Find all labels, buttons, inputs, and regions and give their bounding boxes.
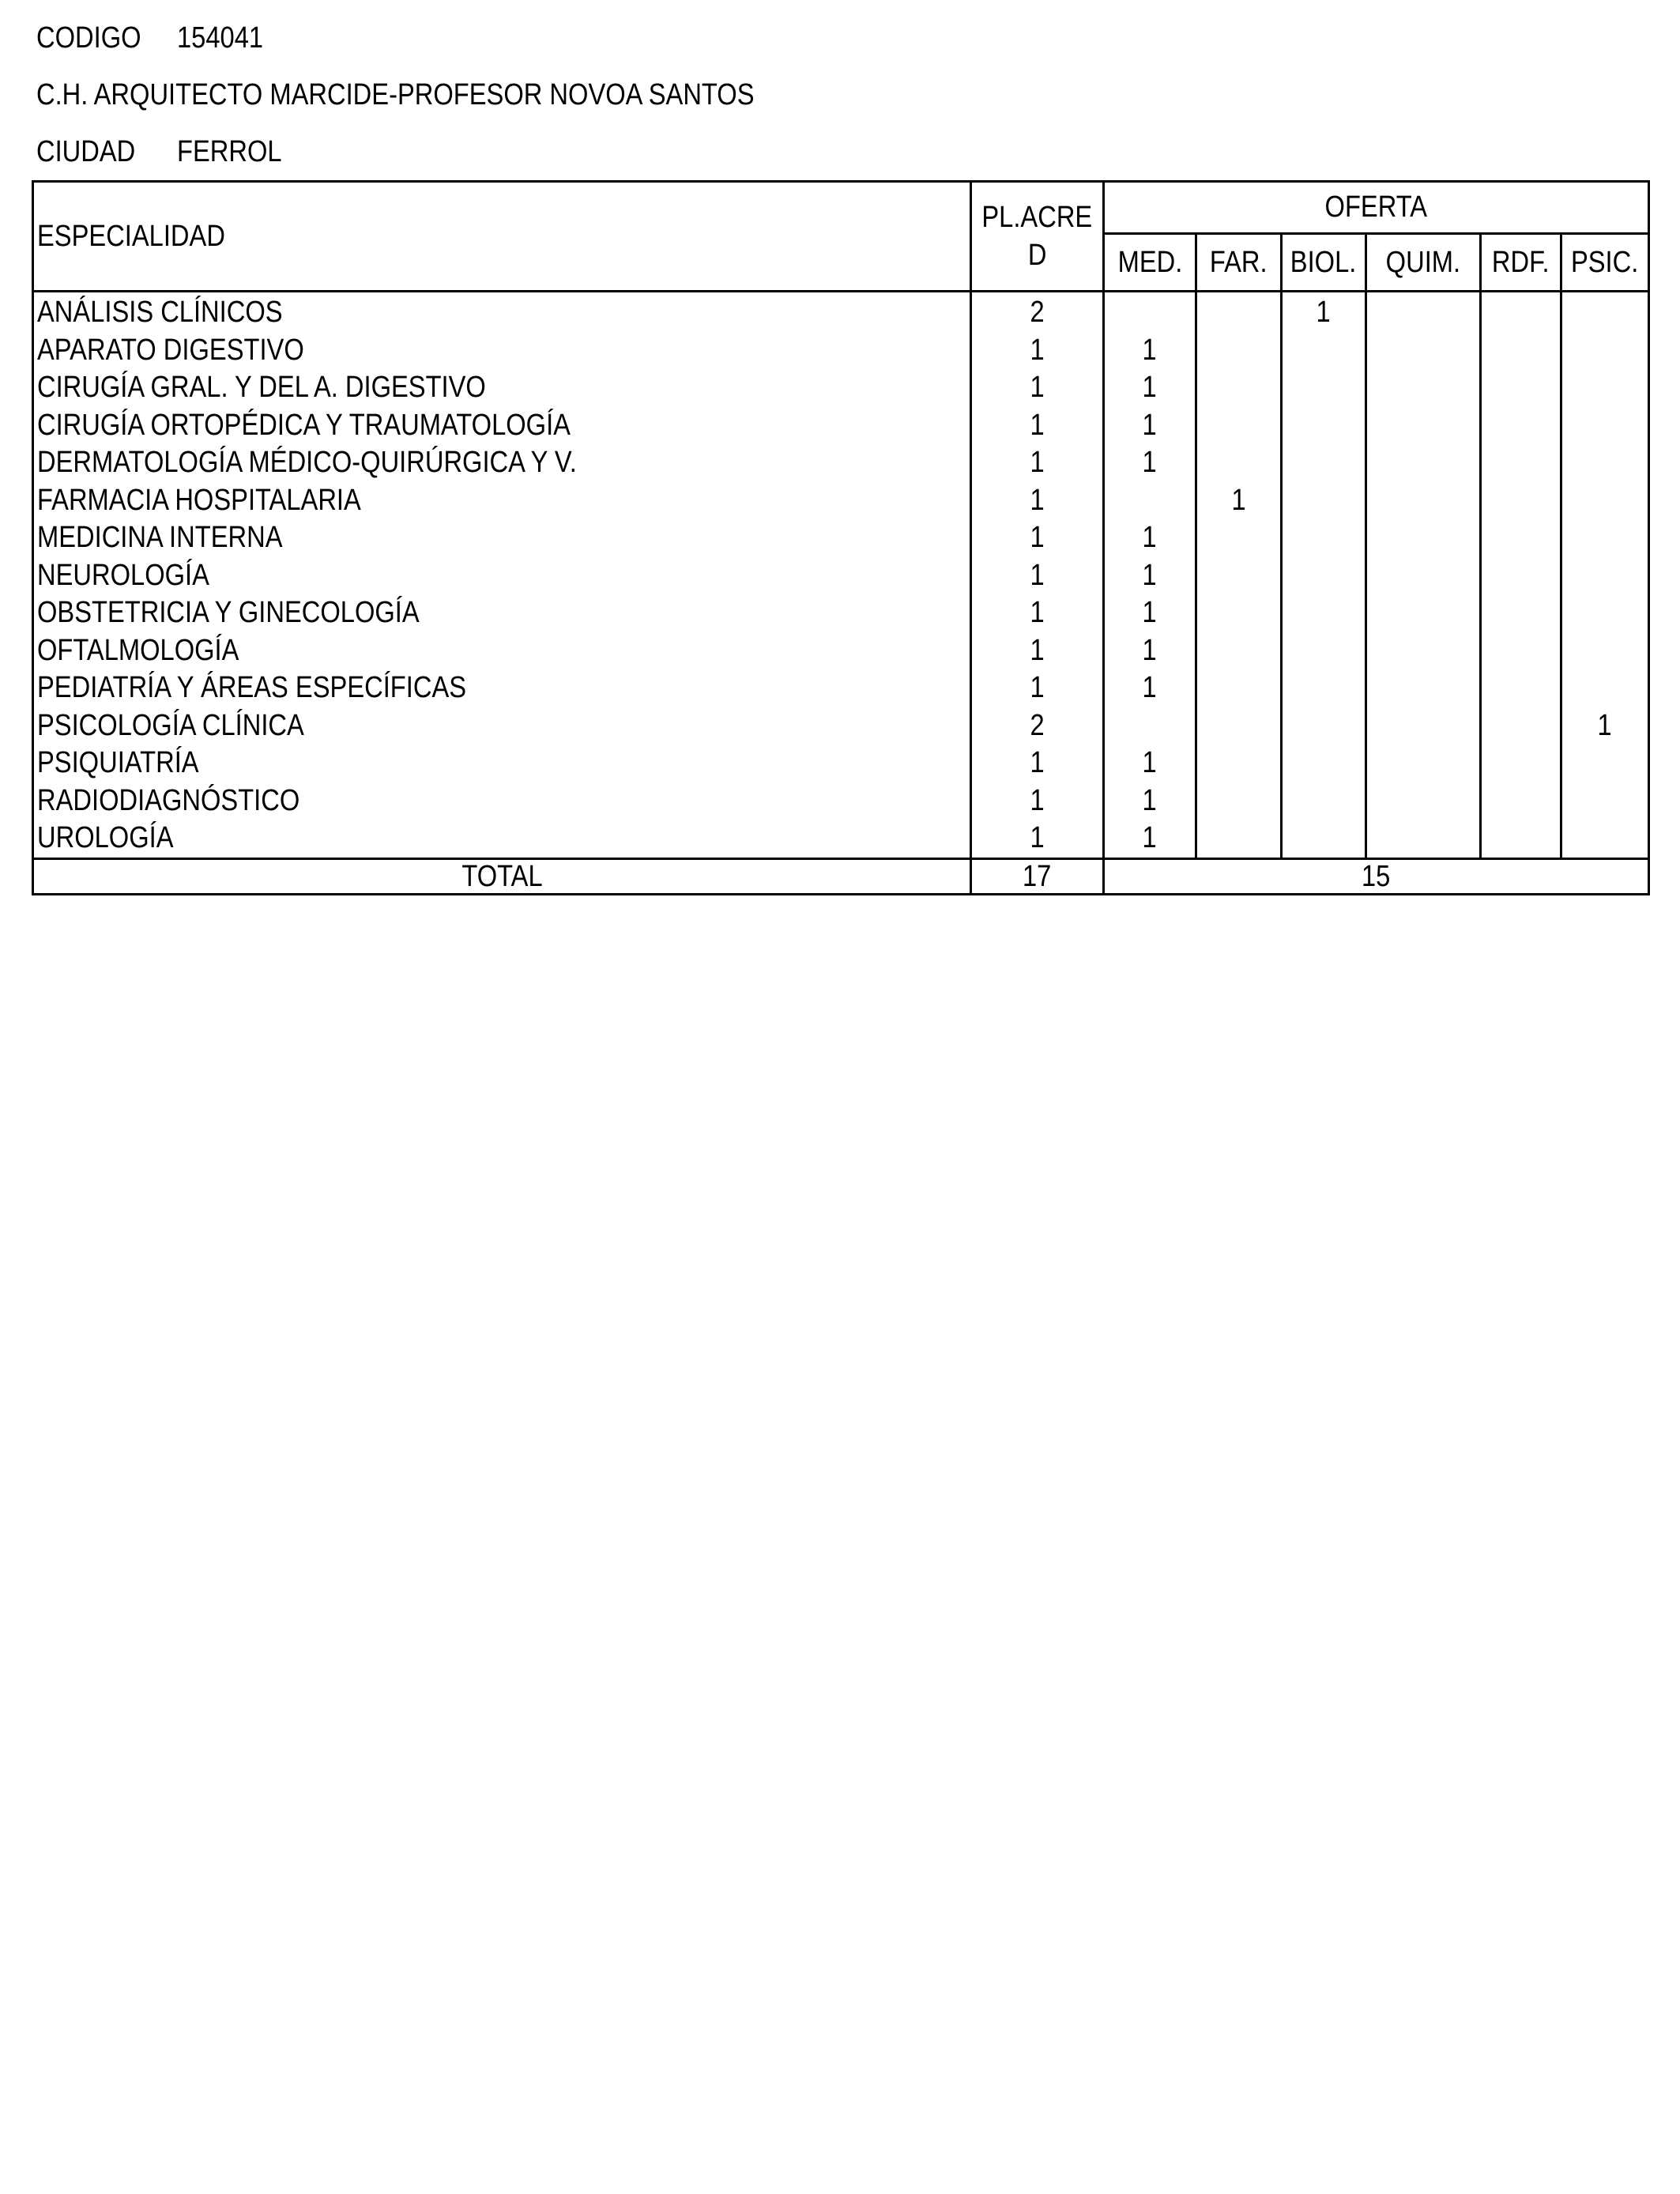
- cell-placred: 2: [971, 292, 1104, 332]
- cell-far: [1196, 519, 1282, 557]
- total-row: [33, 858, 1649, 894]
- table-row: [33, 332, 1649, 370]
- cell-placred: 1: [971, 332, 1104, 370]
- cell-rdf: [1481, 594, 1561, 632]
- cell-med: 1: [1104, 782, 1196, 820]
- cell-biol: [1282, 482, 1366, 520]
- cell-med: [1104, 292, 1196, 332]
- cell-far: [1196, 332, 1282, 370]
- col-header-rdf: RDF.: [1481, 234, 1561, 292]
- table-row: [33, 782, 1649, 820]
- table-row: [33, 594, 1649, 632]
- cell-med: 1: [1104, 557, 1196, 595]
- cell-rdf: [1481, 820, 1561, 858]
- cell-psic: [1561, 782, 1649, 820]
- cell-psic: [1561, 444, 1649, 482]
- cell-rdf: [1481, 407, 1561, 445]
- cell-psic: [1561, 407, 1649, 445]
- cell-biol: [1282, 407, 1366, 445]
- total-placred: 17: [971, 858, 1104, 894]
- cell-far: [1196, 820, 1282, 858]
- ciudad-value-wrap: [177, 134, 299, 169]
- centro-name: C.H. ARQUITECTO MARCIDE-PROFESOR NOVOA SANTOS: [36, 78, 755, 111]
- cell-biol: [1282, 332, 1366, 370]
- cell-rdf: [1481, 444, 1561, 482]
- cell-biol: [1282, 820, 1366, 858]
- cell-especialidad: PSIQUIATRÍA: [33, 745, 971, 782]
- cell-psic: [1561, 632, 1649, 670]
- cell-placred: 2: [971, 707, 1104, 745]
- cell-med: 1: [1104, 444, 1196, 482]
- cell-quim: [1366, 745, 1481, 782]
- cell-far: [1196, 407, 1282, 445]
- table-row: [33, 820, 1649, 858]
- cell-far: [1196, 707, 1282, 745]
- cell-especialidad: UROLOGÍA: [33, 820, 971, 858]
- cell-placred: 1: [971, 557, 1104, 595]
- cell-med: 1: [1104, 332, 1196, 370]
- cell-quim: [1366, 407, 1481, 445]
- col-header-med: MED.: [1104, 234, 1196, 292]
- cell-quim: [1366, 707, 1481, 745]
- cell-far: [1196, 594, 1282, 632]
- cell-med: 1: [1104, 745, 1196, 782]
- cell-psic: [1561, 369, 1649, 407]
- cell-placred: 1: [971, 669, 1104, 707]
- cell-far: [1196, 669, 1282, 707]
- cell-rdf: [1481, 632, 1561, 670]
- cell-placred: 1: [971, 745, 1104, 782]
- col-header-oferta: OFERTA: [1104, 182, 1649, 234]
- cell-rdf: [1481, 782, 1561, 820]
- cell-far: [1196, 745, 1282, 782]
- col-header-psic: PSIC.: [1561, 234, 1649, 292]
- cell-biol: [1282, 745, 1366, 782]
- cell-especialidad: APARATO DIGESTIVO: [33, 332, 971, 370]
- table-body: [33, 292, 1649, 859]
- cell-psic: [1561, 557, 1649, 595]
- table-row: [33, 745, 1649, 782]
- cell-quim: [1366, 594, 1481, 632]
- cell-especialidad: CIRUGÍA ORTOPÉDICA Y TRAUMATOLOGÍA: [33, 407, 971, 445]
- cell-quim: [1366, 820, 1481, 858]
- ciudad-line: [36, 134, 152, 169]
- table-row: [33, 292, 1649, 332]
- cell-placred: 1: [971, 820, 1104, 858]
- cell-psic: 1: [1561, 707, 1649, 745]
- cell-placred: 1: [971, 407, 1104, 445]
- cell-quim: [1366, 482, 1481, 520]
- col-header-quim: QUIM.: [1366, 234, 1481, 292]
- cell-placred: 1: [971, 594, 1104, 632]
- codigo-line: [36, 21, 158, 55]
- cell-biol: [1282, 557, 1366, 595]
- cell-med: [1104, 707, 1196, 745]
- cell-med: 1: [1104, 519, 1196, 557]
- cell-quim: [1366, 669, 1481, 707]
- cell-far: [1196, 557, 1282, 595]
- table-row: [33, 557, 1649, 595]
- cell-rdf: [1481, 332, 1561, 370]
- codigo-value: 154041: [177, 21, 264, 55]
- cell-rdf: [1481, 557, 1561, 595]
- cell-med: 1: [1104, 369, 1196, 407]
- cell-quim: [1366, 557, 1481, 595]
- cell-especialidad: NEUROLOGÍA: [33, 557, 971, 595]
- cell-especialidad: PSICOLOGÍA CLÍNICA: [33, 707, 971, 745]
- table-row: [33, 632, 1649, 670]
- cell-placred: 1: [971, 632, 1104, 670]
- total-label: TOTAL: [33, 858, 971, 894]
- cell-especialidad: FARMACIA HOSPITALARIA: [33, 482, 971, 520]
- table-row: [33, 369, 1649, 407]
- codigo-label: CODIGO: [36, 21, 141, 55]
- cell-far: [1196, 369, 1282, 407]
- cell-psic: [1561, 820, 1649, 858]
- cell-med: 1: [1104, 594, 1196, 632]
- cell-especialidad: RADIODIAGNÓSTICO: [33, 782, 971, 820]
- cell-placred: 1: [971, 444, 1104, 482]
- cell-med: 1: [1104, 820, 1196, 858]
- cell-especialidad: CIRUGÍA GRAL. Y DEL A. DIGESTIVO: [33, 369, 971, 407]
- cell-psic: [1561, 594, 1649, 632]
- cell-biol: [1282, 707, 1366, 745]
- cell-far: [1196, 292, 1282, 332]
- table-row: [33, 669, 1649, 707]
- col-header-placred: PL.ACRE D: [971, 182, 1104, 292]
- cell-placred: 1: [971, 519, 1104, 557]
- cell-med: 1: [1104, 632, 1196, 670]
- cell-rdf: [1481, 482, 1561, 520]
- cell-psic: [1561, 519, 1649, 557]
- cell-biol: [1282, 632, 1366, 670]
- especialidades-table: [32, 180, 1650, 895]
- codigo-value-wrap: [177, 21, 277, 55]
- cell-especialidad: DERMATOLOGÍA MÉDICO-QUIRÚRGICA Y V.: [33, 444, 971, 482]
- cell-far: 1: [1196, 482, 1282, 520]
- cell-rdf: [1481, 369, 1561, 407]
- cell-placred: 1: [971, 369, 1104, 407]
- cell-placred: 1: [971, 482, 1104, 520]
- centro-line: [36, 77, 871, 112]
- cell-psic: [1561, 332, 1649, 370]
- cell-far: [1196, 444, 1282, 482]
- cell-quim: [1366, 782, 1481, 820]
- cell-biol: [1282, 782, 1366, 820]
- table-row: [33, 519, 1649, 557]
- cell-rdf: [1481, 745, 1561, 782]
- col-header-far: FAR.: [1196, 234, 1282, 292]
- table-row: [33, 407, 1649, 445]
- col-header-biol: BIOL.: [1282, 234, 1366, 292]
- cell-rdf: [1481, 669, 1561, 707]
- cell-especialidad: ANÁLISIS CLÍNICOS: [33, 292, 971, 332]
- table-row: [33, 707, 1649, 745]
- cell-quim: [1366, 292, 1481, 332]
- ciudad-value: FERROL: [177, 135, 282, 168]
- cell-quim: [1366, 519, 1481, 557]
- cell-rdf: [1481, 519, 1561, 557]
- cell-med: [1104, 482, 1196, 520]
- cell-biol: [1282, 369, 1366, 407]
- cell-psic: [1561, 669, 1649, 707]
- cell-med: 1: [1104, 407, 1196, 445]
- cell-biol: [1282, 519, 1366, 557]
- table-row: [33, 482, 1649, 520]
- cell-especialidad: PEDIATRÍA Y ÁREAS ESPECÍFICAS: [33, 669, 971, 707]
- table-row: [33, 444, 1649, 482]
- cell-rdf: [1481, 707, 1561, 745]
- table-header: [33, 182, 1649, 292]
- cell-especialidad: MEDICINA INTERNA: [33, 519, 971, 557]
- cell-psic: [1561, 292, 1649, 332]
- ciudad-label: CIUDAD: [36, 135, 136, 168]
- cell-quim: [1366, 369, 1481, 407]
- cell-biol: [1282, 594, 1366, 632]
- cell-placred: 1: [971, 782, 1104, 820]
- cell-quim: [1366, 632, 1481, 670]
- cell-quim: [1366, 444, 1481, 482]
- cell-psic: [1561, 482, 1649, 520]
- cell-quim: [1366, 332, 1481, 370]
- cell-far: [1196, 632, 1282, 670]
- cell-biol: [1282, 444, 1366, 482]
- col-header-especialidad: ESPECIALIDAD: [33, 182, 971, 292]
- cell-far: [1196, 782, 1282, 820]
- cell-med: 1: [1104, 669, 1196, 707]
- cell-biol: [1282, 669, 1366, 707]
- cell-rdf: [1481, 292, 1561, 332]
- cell-especialidad: OBSTETRICIA Y GINECOLOGÍA: [33, 594, 971, 632]
- cell-especialidad: OFTALMOLOGÍA: [33, 632, 971, 670]
- cell-psic: [1561, 745, 1649, 782]
- total-oferta: 15: [1104, 858, 1649, 894]
- cell-biol: 1: [1282, 292, 1366, 332]
